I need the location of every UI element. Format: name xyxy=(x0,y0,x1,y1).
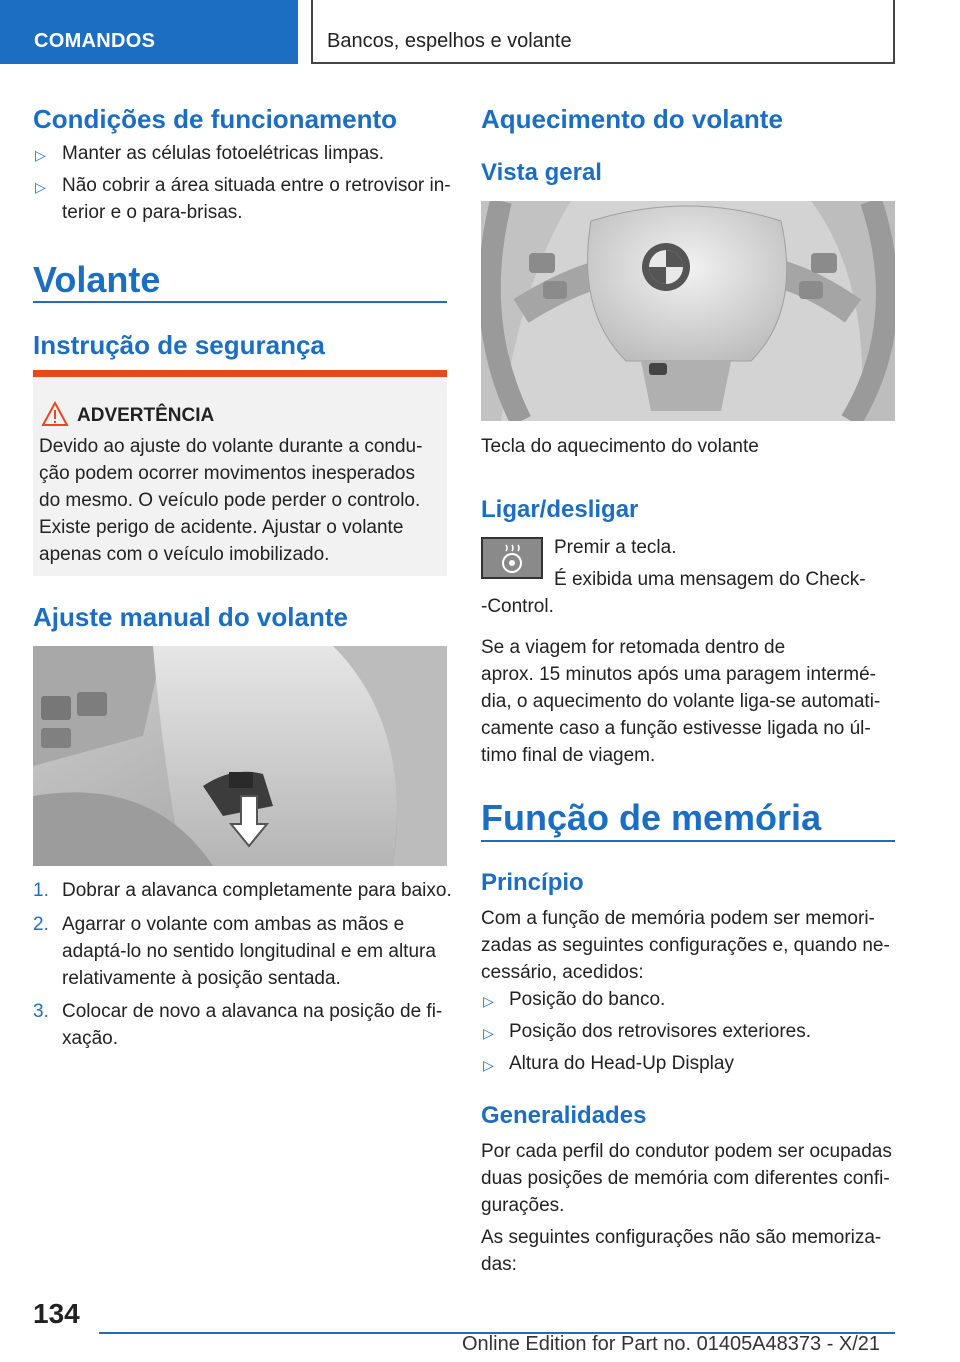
steering-column-image xyxy=(33,646,447,866)
step-text: Agarrar o volante com ambas as mãos e xyxy=(62,914,405,935)
memory-item: Posição dos retrovisores exteriores. xyxy=(509,1021,812,1042)
principle-line: cessário, acedidos: xyxy=(481,962,644,983)
warning-triangle-icon xyxy=(41,401,69,427)
message-text: É exibida uma mensagem do Check- xyxy=(554,569,866,590)
step-text: xação. xyxy=(62,1028,118,1049)
step-text: Dobrar a alavanca completamente para baixo. xyxy=(62,880,452,901)
section-tab xyxy=(0,0,298,64)
conditions-item: Não cobrir a área situada entre o retrovisor in- xyxy=(62,175,451,196)
resume-line: timo final de viagem. xyxy=(481,745,656,766)
resume-line: Se a viagem for retomada dentro de xyxy=(481,637,786,658)
general-line: gurações. xyxy=(481,1195,565,1216)
bullet-icon: ▷ xyxy=(35,179,46,195)
memory-heading: Função de memória xyxy=(481,797,822,838)
general-heading: Generalidades xyxy=(481,1102,647,1129)
safety-heading: Instrução de segurança xyxy=(33,330,325,360)
bullet-icon: ▷ xyxy=(35,147,46,163)
bullet-icon: ▷ xyxy=(483,1057,494,1073)
warning-line: do mesmo. O veículo pode perder o controlo. xyxy=(39,490,421,511)
heading-rule xyxy=(33,301,447,303)
bullet-icon: ▷ xyxy=(483,993,494,1009)
principle-heading: Princípio xyxy=(481,869,584,896)
step-text: relativamente à posição sentada. xyxy=(62,968,341,989)
memory-item: Posição do banco. xyxy=(509,989,666,1010)
message-text-cont: -Control. xyxy=(481,596,554,617)
bullet-icon: ▷ xyxy=(483,1025,494,1041)
warning-box xyxy=(33,370,447,576)
step-number: 2. xyxy=(33,914,49,935)
chapter-tab xyxy=(311,0,895,64)
chapter-label: Bancos, espelhos e volante xyxy=(327,30,572,52)
step-number: 3. xyxy=(33,1001,49,1022)
volante-heading: Volante xyxy=(33,259,161,300)
section-label: COMANDOS xyxy=(34,30,156,52)
steering-wheel-image xyxy=(481,201,895,421)
edition-text: Online Edition for Part no. 01405A48373 - X/21 xyxy=(462,1333,881,1355)
general-line: Por cada perfil do condutor podem ser ocupadas xyxy=(481,1141,892,1162)
warning-line: Devido ao ajuste do volante durante a condu- xyxy=(39,436,423,457)
conditions-item-cont: terior e o para-brisas. xyxy=(62,202,243,223)
conditions-item: Manter as células fotoelétricas limpas. xyxy=(62,143,385,164)
manual-adjust-heading: Ajuste manual do volante xyxy=(33,602,348,632)
warning-line: Existe perigo de acidente. Ajustar o volante xyxy=(39,517,404,538)
step-text: Colocar de novo a alavanca na posição de fi- xyxy=(62,1001,443,1022)
conditions-heading: Condições de funcionamento xyxy=(33,104,398,134)
heated-wheel-button-icon xyxy=(481,537,543,579)
resume-line: dia, o aquecimento do volante liga-se automati- xyxy=(481,691,881,712)
overview-heading: Vista geral xyxy=(481,159,602,186)
memory-item: Altura do Head-Up Display xyxy=(509,1053,734,1074)
resume-line: camente caso a função estivesse ligada no úl- xyxy=(481,718,871,739)
step-number: 1. xyxy=(33,880,49,901)
general-line: duas posições de memória com diferentes confi- xyxy=(481,1168,890,1189)
warning-body xyxy=(39,433,439,568)
not-saved-line: As seguintes configurações não são memoriza- xyxy=(481,1227,882,1248)
warning-line: apenas com o veículo imobilizado. xyxy=(39,544,330,565)
warning-line: ção podem ocorrer movimentos inesperados xyxy=(39,463,415,484)
warning-title: ADVERTÊNCIA xyxy=(77,405,215,426)
not-saved-line: das: xyxy=(481,1254,517,1275)
principle-line: zadas as seguintes configurações e, quando ne- xyxy=(481,935,890,956)
resume-line: aprox. 15 minutos após uma paragem intermé- xyxy=(481,664,876,685)
wheel-caption: Tecla do aquecimento do volante xyxy=(481,436,759,457)
heating-heading: Aquecimento do volante xyxy=(481,104,783,134)
press-key-text: Premir a tecla. xyxy=(554,537,677,558)
heading-rule xyxy=(481,840,895,842)
page-number: 134 xyxy=(33,1298,80,1329)
onoff-heading: Ligar/desligar xyxy=(481,496,639,523)
step-text: adaptá-lo no sentido longitudinal e em altura xyxy=(62,941,436,962)
principle-line: Com a função de memória podem ser memori- xyxy=(481,908,875,929)
